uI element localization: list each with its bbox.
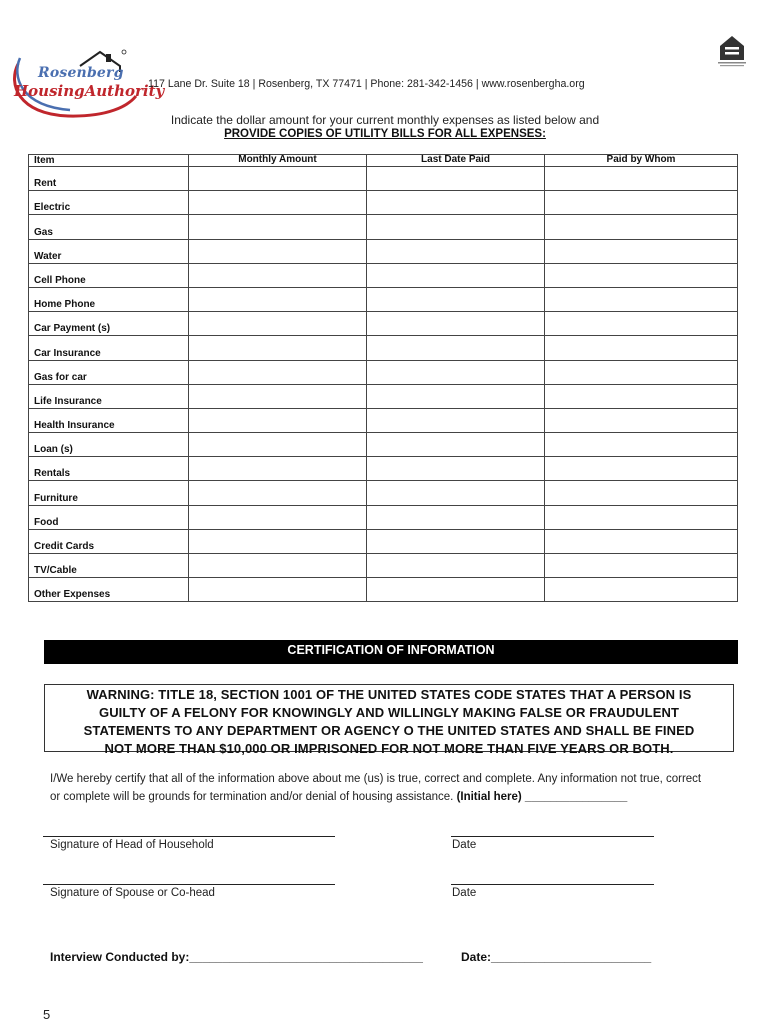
item-label: Furniture	[29, 481, 189, 505]
paid-by-whom-field[interactable]	[545, 312, 738, 336]
item-label: Electric	[29, 191, 189, 215]
date-label-2: Date	[452, 887, 477, 899]
monthly-amount-field[interactable]	[189, 312, 367, 336]
date-line-1[interactable]	[451, 836, 654, 837]
monthly-amount-field[interactable]	[189, 554, 367, 578]
monthly-amount-field[interactable]	[189, 457, 367, 481]
table-header-row	[29, 155, 738, 167]
table-row	[29, 505, 738, 529]
last-date-paid-field[interactable]	[367, 336, 545, 360]
monthly-amount-field[interactable]	[189, 336, 367, 360]
table-row	[29, 384, 738, 408]
table-row	[29, 578, 738, 602]
item-label: Car Payment (s)	[29, 312, 189, 336]
logo-text-rosenberg: Rosenberg	[38, 65, 124, 81]
last-date-paid-field[interactable]	[367, 287, 545, 311]
table-row	[29, 481, 738, 505]
last-date-paid-field[interactable]	[367, 457, 545, 481]
monthly-amount-field[interactable]	[189, 239, 367, 263]
monthly-amount-field[interactable]	[189, 578, 367, 602]
paid-by-whom-field[interactable]	[545, 191, 738, 215]
paid-by-whom-field[interactable]	[545, 336, 738, 360]
paid-by-whom-field[interactable]	[545, 263, 738, 287]
table-row	[29, 336, 738, 360]
item-label: Car Insurance	[29, 336, 189, 360]
expenses-table	[28, 154, 738, 602]
header-paid-by-whom: Paid by Whom	[545, 155, 738, 167]
equal-housing-opportunity-icon	[712, 30, 752, 70]
last-date-paid-field[interactable]	[367, 360, 545, 384]
header-monthly-amount: Monthly Amount	[189, 155, 367, 167]
monthly-amount-field[interactable]	[189, 167, 367, 191]
table-row	[29, 554, 738, 578]
instructions-emphasis: PROVIDE COPIES OF UTILITY BILLS FOR ALL EXPENSES:	[224, 128, 546, 140]
table-row	[29, 408, 738, 432]
paid-by-whom-field[interactable]	[545, 384, 738, 408]
head-signature-label: Signature of Head of Household	[50, 839, 214, 851]
item-label: TV/Cable	[29, 554, 189, 578]
table-row	[29, 167, 738, 191]
paid-by-whom-field[interactable]	[545, 481, 738, 505]
table-row	[29, 215, 738, 239]
table-row	[29, 239, 738, 263]
monthly-amount-field[interactable]	[189, 263, 367, 287]
last-date-paid-field[interactable]	[367, 384, 545, 408]
warning-line: STATEMENTS TO ANY DEPARTMENT OR AGENCY O THE UNITED STATES AND SHALL BE FINED	[83, 723, 695, 738]
paid-by-whom-field[interactable]	[545, 433, 738, 457]
last-date-paid-field[interactable]	[367, 408, 545, 432]
warning-box	[44, 684, 734, 756]
spouse-signature-label: Signature of Spouse or Co-head	[50, 887, 215, 899]
item-label: Food	[29, 505, 189, 529]
certify-line-2: or complete will be grounds for termination and/or denial of housing assistance. (Initial here) ________________	[50, 791, 628, 803]
last-date-paid-field[interactable]	[367, 578, 545, 602]
paid-by-whom-field[interactable]	[545, 239, 738, 263]
item-label: Other Expenses	[29, 578, 189, 602]
table-row	[29, 312, 738, 336]
interview-date-field[interactable]: Date:________________________	[461, 950, 652, 964]
monthly-amount-field[interactable]	[189, 505, 367, 529]
initial-here-field[interactable]: (Initial here) ________________	[456, 791, 628, 803]
header-item: Item	[29, 155, 189, 167]
paid-by-whom-field[interactable]	[545, 287, 738, 311]
item-label: Rentals	[29, 457, 189, 481]
item-label: Rent	[29, 167, 189, 191]
last-date-paid-field[interactable]	[367, 215, 545, 239]
monthly-amount-field[interactable]	[189, 215, 367, 239]
monthly-amount-field[interactable]	[189, 433, 367, 457]
table-row	[29, 191, 738, 215]
monthly-amount-field[interactable]	[189, 287, 367, 311]
item-label: Home Phone	[29, 287, 189, 311]
header-last-date-paid: Last Date Paid	[367, 155, 545, 167]
last-date-paid-field[interactable]	[367, 481, 545, 505]
last-date-paid-field[interactable]	[367, 312, 545, 336]
table-row	[29, 360, 738, 384]
monthly-amount-field[interactable]	[189, 360, 367, 384]
last-date-paid-field[interactable]	[367, 505, 545, 529]
instructions-text: Indicate the dollar amount for your current monthly expenses as listed below and	[170, 113, 600, 127]
item-label: Cell Phone	[29, 263, 189, 287]
paid-by-whom-field[interactable]	[545, 215, 738, 239]
item-label: Gas for car	[29, 360, 189, 384]
paid-by-whom-field[interactable]	[545, 457, 738, 481]
table-row	[29, 433, 738, 457]
paid-by-whom-field[interactable]	[545, 529, 738, 553]
certification-heading: CERTIFICATION OF INFORMATION	[44, 640, 738, 664]
last-date-paid-field[interactable]	[367, 554, 545, 578]
paid-by-whom-field[interactable]	[545, 505, 738, 529]
paid-by-whom-field[interactable]	[545, 408, 738, 432]
last-date-paid-field[interactable]	[367, 433, 545, 457]
item-label: Loan (s)	[29, 433, 189, 457]
spouse-signature-line[interactable]	[43, 884, 335, 885]
table-row	[29, 529, 738, 553]
warning-line: NOT MORE THAN $10,000 OR IMPRISONED FOR NOT MORE THAN FIVE YEARS OR BOTH.	[104, 741, 674, 756]
last-date-paid-field[interactable]	[367, 167, 545, 191]
paid-by-whom-field[interactable]	[545, 578, 738, 602]
last-date-paid-field[interactable]	[367, 529, 545, 553]
item-label: Gas	[29, 215, 189, 239]
item-label: Life Insurance	[29, 384, 189, 408]
interview-conducted-by-field[interactable]: Interview Conducted by:___________________________________	[50, 950, 423, 964]
item-label: Health Insurance	[29, 408, 189, 432]
certify-line-1: I/We hereby certify that all of the information above about me (us) is true, correct and complete. Any information not true, correct	[50, 773, 702, 785]
head-signature-line[interactable]	[43, 836, 335, 837]
warning-line: GUILTY OF A FELONY FOR KNOWINGLY AND WILLINGLY MAKING FALSE OR FRAUDULENT	[98, 705, 680, 720]
paid-by-whom-field[interactable]	[545, 360, 738, 384]
table-row	[29, 263, 738, 287]
logo-text-housing-authority: HousingAuthority	[14, 82, 165, 100]
paid-by-whom-field[interactable]	[545, 554, 738, 578]
item-label: Water	[29, 239, 189, 263]
table-row	[29, 457, 738, 481]
address-line: 117 Lane Dr. Suite 18 | Rosenberg, TX 77471 | Phone: 281-342-1456 | www.rosenbergha.org	[148, 78, 585, 90]
warning-line: WARNING: TITLE 18, SECTION 1001 OF THE UNITED STATES CODE STATES THAT A PERSON IS	[86, 687, 692, 702]
last-date-paid-field[interactable]	[367, 191, 545, 215]
paid-by-whom-field[interactable]	[545, 167, 738, 191]
monthly-amount-field[interactable]	[189, 384, 367, 408]
monthly-amount-field[interactable]	[189, 408, 367, 432]
date-line-2[interactable]	[451, 884, 654, 885]
item-label: Credit Cards	[29, 529, 189, 553]
monthly-amount-field[interactable]	[189, 481, 367, 505]
date-label-1: Date	[452, 839, 477, 851]
last-date-paid-field[interactable]	[367, 239, 545, 263]
table-row	[29, 287, 738, 311]
last-date-paid-field[interactable]	[367, 263, 545, 287]
monthly-amount-field[interactable]	[189, 191, 367, 215]
monthly-amount-field[interactable]	[189, 529, 367, 553]
page-number: 5	[43, 1007, 51, 1022]
certification-statement	[50, 770, 740, 806]
